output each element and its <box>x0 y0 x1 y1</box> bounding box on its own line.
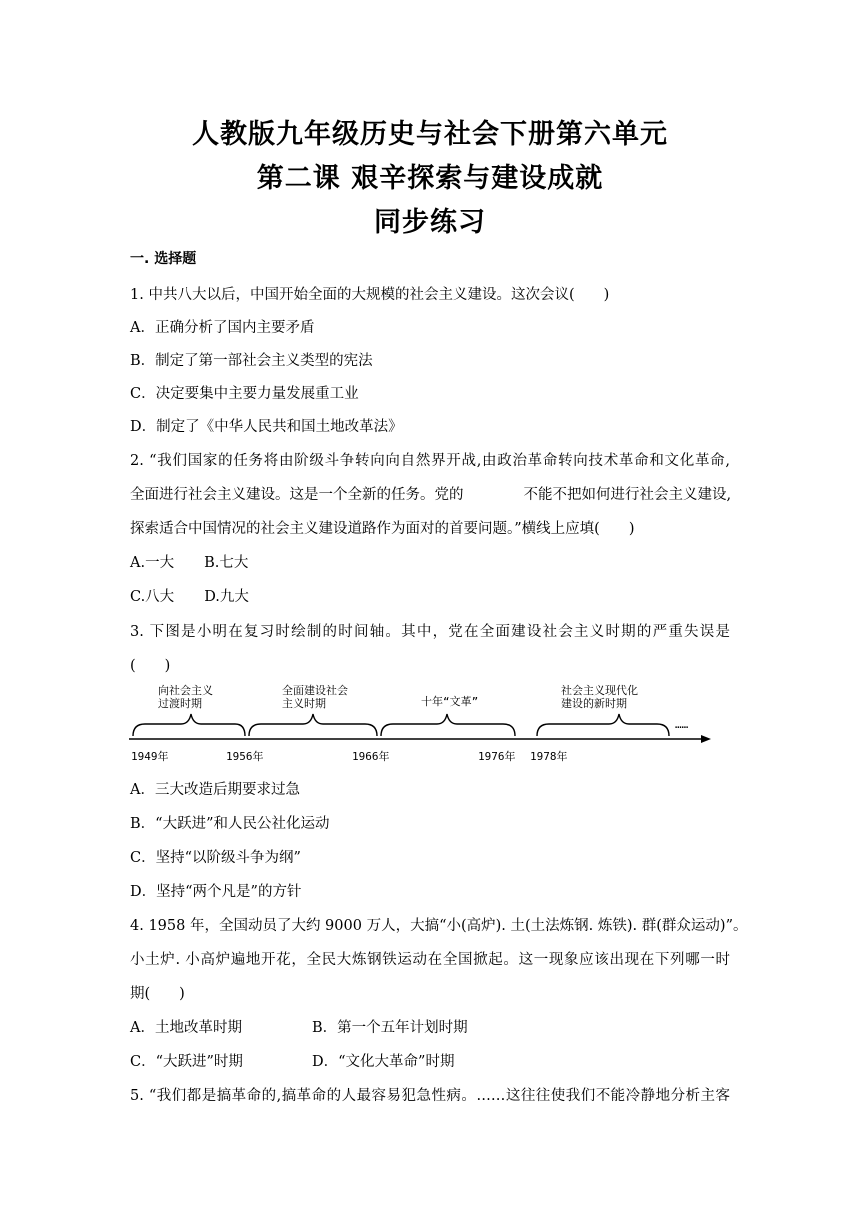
q3-option-d: D．坚持“两个凡是”的方针 <box>130 884 302 900</box>
q1-option-a: A．正确分析了国内主要矛盾 <box>130 320 315 336</box>
timeline-brace-4 <box>537 714 669 736</box>
timeline-period4-label1: 社会主义现代化 <box>561 684 638 697</box>
q4-line3: 期( ) <box>130 986 185 1002</box>
q2-option-d: D.九大 <box>204 589 249 605</box>
timeline-period2-label2: 主义时期 <box>282 697 326 710</box>
q2-option-c: C.八大 <box>130 589 175 605</box>
q2-line3: 探索适合中国情况的社会主义建设道路作为面对的首要问题。”横线上应填( ) <box>130 521 635 537</box>
timeline-period2-label1: 全面建设社会 <box>282 684 348 697</box>
doc-title-line3: 同步练习 <box>374 207 486 238</box>
section-heading: 一. 选择题 <box>130 251 197 267</box>
timeline-period1-label1: 向社会主义 <box>158 684 213 697</box>
timeline-brace-2 <box>249 714 377 736</box>
q4-options-row2 <box>130 1050 455 1071</box>
q1-option-c: C．决定要集中主要力量发展重工业 <box>130 386 359 402</box>
q1-stem: 1. 中共八大以后，中国开始全面的大规模的社会主义建设。这次会议( ) <box>130 287 610 303</box>
q2-line2 <box>130 483 730 504</box>
q4-options-row1 <box>130 1016 468 1037</box>
q4-option-c: C．“大跃进”时期 <box>130 1054 243 1070</box>
q3-option-c: C．坚持“以阶级斗争为纲” <box>130 850 301 866</box>
timeline-arrowhead <box>701 735 711 743</box>
doc-title-line1: 人教版九年级历史与社会下册第六单元 <box>192 119 668 150</box>
q2-options-row2 <box>130 585 249 606</box>
timeline-year-1956: 1956年 <box>226 750 264 763</box>
q3-line1: 3. 下图是小明在复习时绘制的时间轴。其中，党在全面建设社会主义时期的严重失误是 <box>130 624 730 640</box>
doc-title-line2: 第二课 艰辛探索与建设成就 <box>256 163 604 194</box>
q5-line1: 5. “我们都是搞革命的,搞革命的人最容易犯急性病。……这往往使我们不能冷静地分析主客 <box>130 1088 730 1104</box>
q2-line2-pre: 全面进行社会主义建设。这是一个全新的任务。党的 <box>130 487 464 503</box>
q1-option-b: B．制定了第一部社会主义类型的宪法 <box>130 353 373 369</box>
q4-option-b: B．第一个五年计划时期 <box>312 1020 468 1036</box>
timeline-year-1978: 1978年 <box>530 750 568 763</box>
q4-line2: 小土炉. 小高炉遍地开花，全民大炼钢铁运动在全国掀起。这一现象应该出现在下列哪一时 <box>130 952 730 968</box>
q3-line2: ( ) <box>130 658 171 674</box>
q2-option-a: A.一大 <box>130 555 175 571</box>
q1-option-d: D．制定了《中华人民共和国土地改革法》 <box>130 419 403 435</box>
timeline-brace-1 <box>133 714 245 736</box>
timeline-period4-label2: 建设的新时期 <box>561 697 627 710</box>
timeline-brace-3 <box>381 714 515 736</box>
q3-option-b: B．“大跃进”和人民公社化运动 <box>130 816 330 832</box>
q4-option-d: D．“文化大革命”时期 <box>312 1054 455 1070</box>
q2-options-row1 <box>130 551 248 572</box>
timeline-ellipsis: …… <box>675 718 689 731</box>
timeline-figure <box>125 680 720 770</box>
q2-line2-post: 不能不把如何进行社会主义建设, <box>523 487 732 503</box>
timeline-year-1976: 1976年 <box>478 750 516 763</box>
q3-option-a: A．三大改造后期要求过急 <box>130 782 300 798</box>
q4-option-a: A．土地改革时期 <box>130 1020 242 1036</box>
timeline-period3-label: 十年“文革” <box>421 695 479 708</box>
q2-line1: 2. “我们国家的任务将由阶级斗争转向向自然界开战,由政治革命转向技术革命和文化革命, <box>130 453 730 469</box>
q4-line1: 4. 1958 年，全国动员了大约 9000 万人，大搞“小(高炉). 土(土法炼钢. 炼铁). 群(群众运动)”。 <box>130 918 748 934</box>
timeline-year-1966: 1966年 <box>352 750 390 763</box>
q2-option-b: B.七大 <box>204 555 249 571</box>
timeline-year-1949: 1949年 <box>131 750 169 763</box>
timeline-period1-label2: 过渡时期 <box>158 697 202 710</box>
